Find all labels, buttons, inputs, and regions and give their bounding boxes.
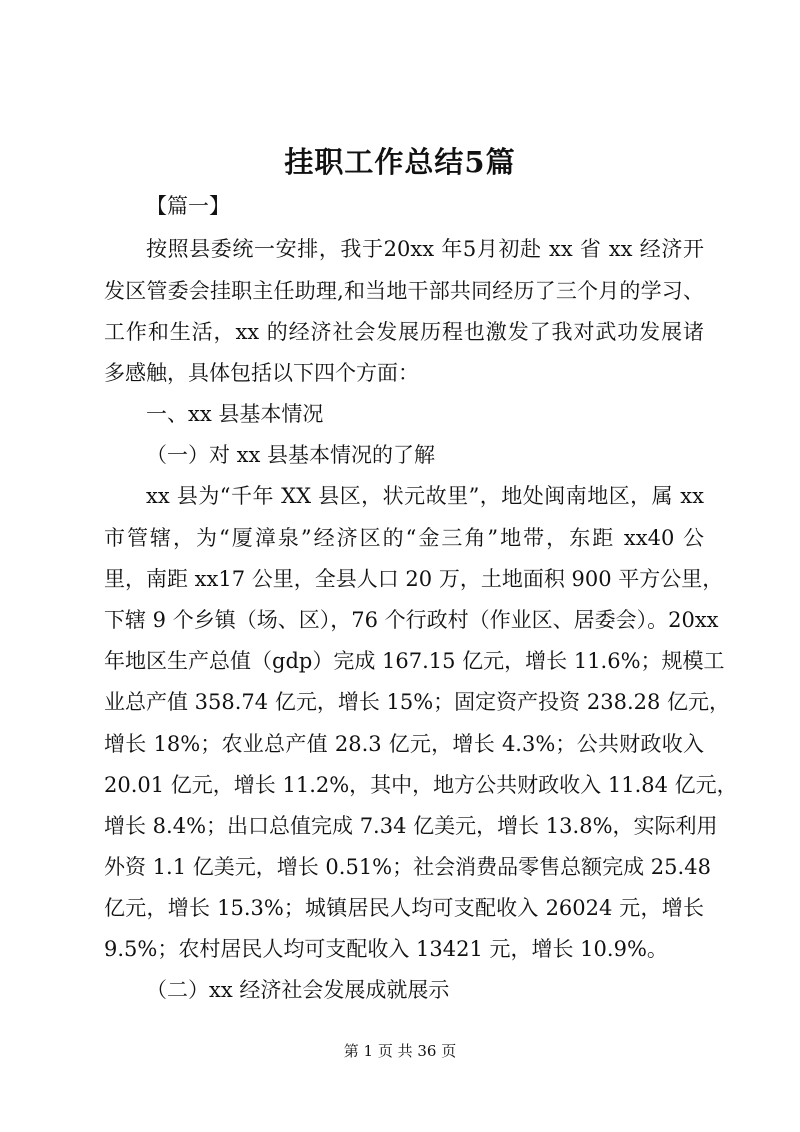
page-number-footer: 第 1 页 共 36 页 xyxy=(343,1042,457,1060)
intro-line-2: 发区管委会挂职主任助理,和当地干部共同经历了三个月的学习、 xyxy=(104,279,704,303)
document-title: 挂职工作总结5篇 xyxy=(284,145,516,179)
body-line-8: 20.01 亿元，增长 11.2%，其中，地方公共财政收入 11.84 亿元， xyxy=(104,773,738,797)
intro-line-3: 工作和生活，xx 的经济社会发展历程也激发了我对武功发展诸 xyxy=(104,320,704,344)
heading-1: 一、xx 县基本情况 xyxy=(146,402,324,426)
body-line-9: 增长 8.4%；出口总值完成 7.34 亿美元，增长 13.8%，实际利用 xyxy=(104,814,718,838)
subheading-2: （二）xx 经济社会发展成就展示 xyxy=(146,978,450,1002)
body-line-11: 亿元，增长 15.3%；城镇居民人均可支配收入 26024 元，增长 xyxy=(104,896,704,920)
section-label: 【篇一】 xyxy=(146,194,230,218)
body-line-10: 外资 1.1 亿美元，增长 0.51%；社会消费品零售总额完成 25.48 xyxy=(104,855,711,879)
subheading-1: （一）对 xx 县基本情况的了解 xyxy=(146,443,436,467)
body-line-4: 下辖 9 个乡镇（场、区），76 个行政村（作业区、居委会）。20xx xyxy=(104,608,719,632)
body-line-6: 业总产值 358.74 亿元，增长 15%；固定资产投资 238.28 亿元， xyxy=(104,690,731,714)
body-line-7: 增长 18%；农业总产值 28.3 亿元，增长 4.3%；公共财政收入 xyxy=(104,732,704,756)
body-line-12: 9.5%；农村居民人均可支配收入 13421 元，增长 10.9%。 xyxy=(104,937,668,961)
intro-line-1: 按照县委统一安排，我于20xx 年5月初赴 xx 省 xx 经济开 xyxy=(146,237,704,261)
body-line-1: xx 县为“千年 XX 县区，状元故里”，地处闽南地区，属 xx xyxy=(146,484,704,508)
body-line-5: 年地区生产总值（gdp）完成 167.15 亿元，增长 11.6%；规模工 xyxy=(104,649,725,673)
intro-line-4: 多感触，具体包括以下四个方面： xyxy=(104,361,419,385)
body-line-3: 里，南距 xx17 公里，全县人口 20 万，土地面积 900 平方公里， xyxy=(104,567,724,591)
body-line-2: 市管辖，为“厦漳泉”经济区的“金三角”地带，东距 xx40 公 xyxy=(104,526,704,550)
